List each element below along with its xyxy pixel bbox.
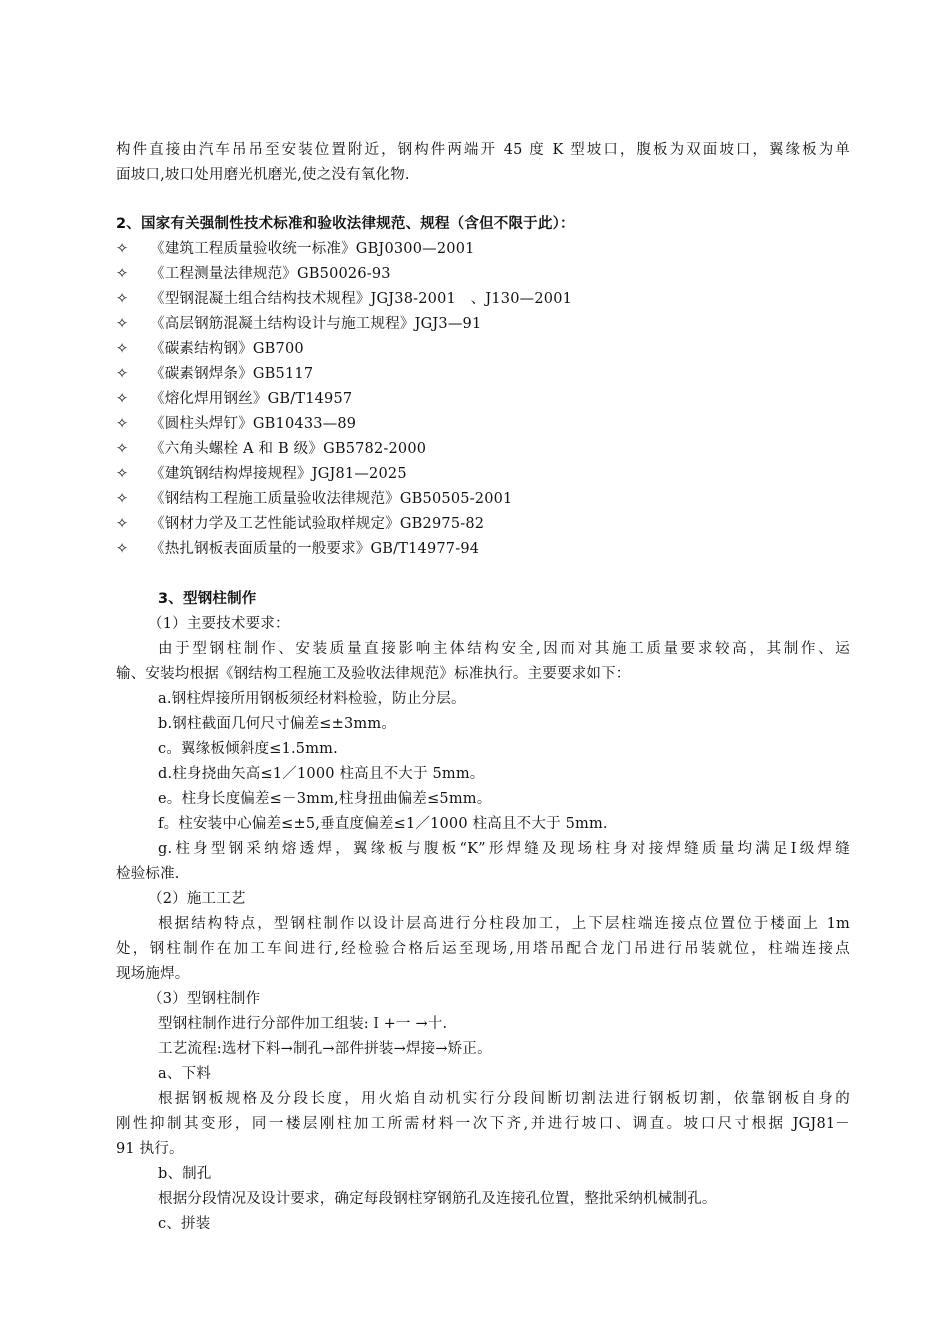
step-c-heading: c、拼装 xyxy=(158,1216,211,1232)
step-b-heading: b、制孔 xyxy=(158,1166,212,1182)
standard-title: 《型钢混凝土组合结构技术规程》JGJ38-2001 、J130—2001 xyxy=(150,291,573,307)
subheading-construction-process: （2）施工工艺 xyxy=(148,891,246,907)
paragraph-2-line-1: 根据结构特点，型钢柱制作以设计层高进行分柱段加工，上下层柱端连接点位置位于楼面上 1m xyxy=(158,916,850,932)
requirement-g-line-1: g.柱身型钢采纳熔透焊，翼缘板与腹板“K”形焊缝及现场柱身对接焊缝质量均满足Ⅰ级焊缝 xyxy=(158,841,850,857)
standard-list-item xyxy=(116,337,304,361)
standard-title: 《建筑工程质量验收统一标准》GBJ0300—2001 xyxy=(150,241,475,257)
requirement-c: c。翼缘板倾斜度≤1.5mm. xyxy=(158,741,338,757)
paragraph-process-flow: 工艺流程:选材下料→制孔→部件拼装→焊接→矫正。 xyxy=(158,1041,492,1057)
requirement-f: f。柱安装中心偏差≤±5,垂直度偏差≤1／1000 柱高且不大于 5mm. xyxy=(158,816,608,832)
diamond-bullet-icon: ✧ xyxy=(116,316,129,332)
standard-list-item xyxy=(116,387,352,411)
paragraph-1-line-1: 由于型钢柱制作、安装质量直接影响主体结构安全,因而对其施工质量要求较高，其制作、运 xyxy=(158,641,850,657)
standard-list-item xyxy=(116,362,313,386)
standard-list-item xyxy=(116,412,356,436)
standard-title: 《碳素钢焊条》GB5117 xyxy=(150,366,314,382)
standard-title: 《钢材力学及工艺性能试验取样规定》GB2975-82 xyxy=(150,516,485,532)
standard-list-item xyxy=(116,437,426,461)
standard-title: 《钢结构工程施工质量验收法律规范》GB50505-2001 xyxy=(150,491,513,507)
paragraph-1-line-2: 输、安装均根据《钢结构工程施工及验收法律规范》标准执行。主要要求如下： xyxy=(116,666,631,682)
requirement-g-line-2: 检验标准. xyxy=(116,866,180,882)
standard-list-item xyxy=(116,237,475,261)
step-a-heading: a、下料 xyxy=(158,1066,211,1082)
standard-list-item xyxy=(116,262,391,286)
diamond-bullet-icon: ✧ xyxy=(116,291,129,307)
standard-title: 《高层钢筋混凝土结构设计与施工规程》JGJ3—91 xyxy=(150,316,482,332)
diamond-bullet-icon: ✧ xyxy=(116,491,129,507)
diamond-bullet-icon: ✧ xyxy=(116,366,129,382)
standard-title: 《工程测量法律规范》GB50026-93 xyxy=(150,266,391,282)
requirement-d: d.柱身挠曲矢高≤1／1000 柱高且不大于 5mm。 xyxy=(158,766,485,782)
step-a-line-2: 刚性抑制其变形，同一楼层刚柱加工所需材料一次下齐,并进行坡口、调直。坡口尺寸根据 JGJ81－ xyxy=(116,1116,850,1132)
standard-title: 《圆柱头焊钉》GB10433—89 xyxy=(150,416,357,432)
standard-list-item xyxy=(116,537,479,561)
intro-line-2: 面坡口,坡口处用磨光机磨光,使之没有氧化物. xyxy=(116,167,410,183)
diamond-bullet-icon: ✧ xyxy=(116,541,129,557)
diamond-bullet-icon: ✧ xyxy=(116,341,129,357)
standard-list-item xyxy=(116,312,481,336)
requirement-a: a.钢柱焊接所用钢板须经材料检验，防止分层。 xyxy=(158,691,466,707)
standard-title: 《六角头螺栓 A 和 B 级》GB5782-2000 xyxy=(150,441,427,457)
step-a-line-1: 根据钢板规格及分段长度，用火焰自动机实行分段间断切割法进行钢板切割，依靠钢板自身的 xyxy=(158,1091,850,1107)
paragraph-3: 型钢柱制作进行分部件加工组装:Ｉ+一 →十. xyxy=(158,1016,448,1032)
requirement-b: b.钢柱截面几何尺寸偏差≤±3mm。 xyxy=(158,716,397,732)
diamond-bullet-icon: ✧ xyxy=(116,441,129,457)
standard-title: 《熔化焊用钢丝》GB/T14957 xyxy=(150,391,353,407)
section-3-heading: 3、型钢柱制作 xyxy=(158,591,257,607)
diamond-bullet-icon: ✧ xyxy=(116,391,129,407)
step-b-line-1: 根据分段情况及设计要求，确定每段钢柱穿钢筋孔及连接孔位置，整批采纳机械制孔。 xyxy=(158,1191,717,1207)
diamond-bullet-icon: ✧ xyxy=(116,516,129,532)
step-a-line-3: 91 执行。 xyxy=(116,1141,184,1157)
paragraph-2-line-2: 处，钢柱制作在加工车间进行,经检验合格后运至现场,用塔吊配合龙门吊进行吊装就位，柱端连接点 xyxy=(116,941,850,957)
standard-title: 《热扎钢板表面质量的一般要求》GB/T14977-94 xyxy=(150,541,480,557)
standard-list-item xyxy=(116,512,484,536)
diamond-bullet-icon: ✧ xyxy=(116,241,129,257)
paragraph-2-line-3: 现场施焊。 xyxy=(116,966,190,982)
requirement-e: e。柱身长度偏差≤－3mm,柱身扭曲偏差≤5mm。 xyxy=(158,791,492,807)
standard-title: 《碳素结构钢》GB700 xyxy=(150,341,304,357)
diamond-bullet-icon: ✧ xyxy=(116,416,129,432)
diamond-bullet-icon: ✧ xyxy=(116,266,129,282)
standard-list-item xyxy=(116,487,512,511)
section-2-heading: 2、国家有关强制性技术标准和验收法律规范、规程（含但不限于此）： xyxy=(116,216,575,232)
subheading-main-requirements: （1）主要技术要求： xyxy=(148,616,290,632)
intro-line-1: 构件直接由汽车吊吊至安装位置附近，钢构件两端开 45 度 K 型坡口，腹板为双面坡口，翼缘板为单 xyxy=(116,142,850,158)
standard-list-item xyxy=(116,287,572,311)
subheading-column-fabrication: （3）型钢柱制作 xyxy=(148,991,261,1007)
diamond-bullet-icon: ✧ xyxy=(116,466,129,482)
standard-list-item xyxy=(116,462,407,486)
standard-title: 《建筑钢结构焊接规程》JGJ81—2025 xyxy=(150,466,407,482)
